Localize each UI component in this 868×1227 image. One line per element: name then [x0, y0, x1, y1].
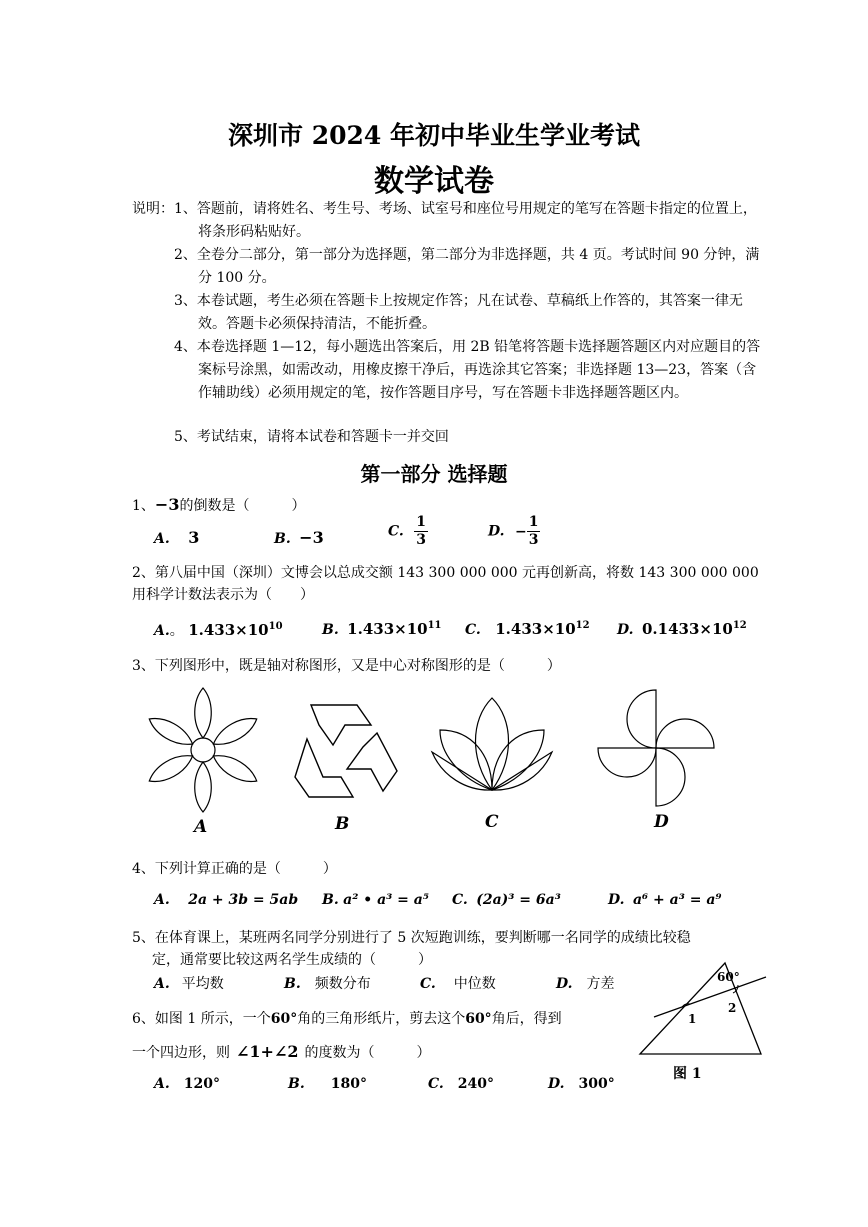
figure-label-b: B [335, 814, 350, 834]
option-value: $0.1433\times 10^{12}$ [641, 620, 747, 638]
q4-option-a: A. 2a + 3b = 5ab [154, 892, 299, 908]
instruction-item-3: 3、本卷试题，考生必须在答题卡上按规定作答；凡在试卷、草稿纸上作答的，其答案一律无效。答题卡必须保持清洁，不能折叠。 [174, 293, 743, 332]
q2-line-1: 2、第八届中国（深圳）文博会以总成交额 143 300 000 000 元再创新高，将数 143 300 000 000 [132, 565, 759, 581]
option-label: D. [488, 523, 505, 540]
figure-label-c: C [485, 812, 499, 832]
q6-option-d: D. 300° [548, 1076, 615, 1092]
figure-angle-label: 60° [717, 970, 740, 984]
q5-option-c: C. 中位数 [420, 976, 496, 992]
figure-1-caption: 图 1 [673, 1066, 702, 1082]
figure-1-triangle [636, 955, 768, 1060]
option-value: 3 [188, 528, 200, 547]
q4-option-b: B. a² • a³ = a⁵ [322, 892, 429, 908]
q1-value: −3 [154, 495, 180, 514]
angle-sum-expr: ∠1+∠2 [236, 1042, 299, 1061]
option-value: −3 [299, 528, 324, 547]
q5-line-1: 5、在体育课上，某班两名同学分别进行了 5 次短跑训练，要判断哪一名同学的成绩比较稳 [132, 930, 691, 946]
instructions-lead: 说明： [132, 201, 174, 217]
q5-option-a: A. 平均数 [154, 976, 224, 992]
q1-option-d [488, 514, 540, 549]
figure-a-flower [145, 688, 261, 812]
q1-stem: 的倒数是（ ） [179, 498, 306, 514]
question-1 [132, 494, 305, 517]
petal [195, 688, 212, 738]
option-label: A. [154, 531, 170, 547]
figure-d-pinwheel [598, 690, 714, 806]
figure-label-a: A [194, 817, 208, 837]
section-title: 第一部分 选择题 [360, 462, 508, 486]
q2-option-c: C. $1.433\times 10^{12}$ [465, 620, 590, 638]
option-sign: − [514, 523, 527, 540]
q1-option-c [388, 514, 428, 549]
instruction-item-4: 4、本卷选择题 1—12，每小题选出答案后，用 2B 铅笔将答题卡选择题答题区内对应题目的答案标号涂黑，如需改动，用橡皮擦干净后，再选涂其它答案；非选择题 13—23，答案（含作辅助线）必须用规定的笔，按作答题目序号，写在答题卡非选择题答题区内。 [174, 339, 761, 401]
q4-option-d: D. a⁶ + a³ = a⁹ [608, 892, 722, 908]
angle-value: 60° [270, 1011, 298, 1027]
figure-label-d: D [654, 812, 669, 832]
option-value: $1.433\times 10^{11}$ [347, 620, 442, 638]
q6-line-2: 一个四边形，则 ∠1+∠2 的度数为（ ） [132, 1042, 431, 1061]
angle-value: 60° [465, 1011, 492, 1027]
q2-option-d: D. $0.1433\times 10^{12}$ [617, 620, 747, 638]
option-value: $1.433\times 10^{10}$ [188, 621, 283, 639]
q6-option-b: B. 180° [288, 1076, 367, 1092]
q2-option-a: A.。 $1.433\times 10^{10}$ [154, 621, 283, 639]
q5-option-d: D. 方差 [556, 976, 615, 992]
q6-option-c: C. 240° [428, 1076, 495, 1092]
q1-option-a [154, 528, 199, 547]
option-value: 2a + 3b = 5ab [188, 892, 299, 908]
q1-option-b [274, 528, 324, 547]
fraction: $\frac{1}{3}$ [528, 514, 539, 548]
figure-mark-1: 1 [688, 1012, 697, 1026]
figure-b-recycle [295, 705, 397, 797]
option-value: $1.433\times 10^{12}$ [495, 620, 590, 638]
q2-option-b: B. $1.433\times 10^{11}$ [322, 620, 442, 638]
instruction-item-1: 1、答题前，请将姓名、考生号、考场、试室号和座位号用规定的笔写在答题卡指定的位置上，将条形码粘贴好。 [174, 201, 757, 240]
q5-option-b: B. 频数分布 [284, 976, 371, 992]
exam-title: 深圳市 2024 年初中毕业生学业考试 [228, 121, 640, 150]
option-label: C. [388, 523, 404, 540]
exam-subtitle: 数学试卷 [374, 164, 494, 199]
question-3: 3、下列图形中，既是轴对称图形，又是中心对称图形的是（ ） [132, 658, 561, 674]
figure-mark-2: 2 [728, 1001, 737, 1015]
figure-c-lotus [432, 698, 552, 790]
q1-number: 1、 [132, 498, 155, 514]
instruction-item-5: 5、考试结束，请将本试卷和答题卡一并交回 [174, 429, 449, 445]
instruction-item-2: 2、全卷分二部分，第一部分为选择题，第二部分为非选择题，共 4 页。考试时间 90 分钟，满分 100 分。 [174, 247, 760, 286]
option-value: a⁶ + a³ = a⁹ [632, 892, 722, 908]
q6-option-a: A. 120° [154, 1076, 220, 1092]
option-label: B. [274, 531, 291, 547]
fraction: $\frac{1}{3}$ [416, 514, 426, 548]
option-value: a² • a³ = a⁵ [343, 892, 429, 908]
q6-line-1: 6、如图 1 所示，一个60°角的三角形纸片，剪去这个60°角后，得到 [132, 1011, 562, 1027]
q5-line-2: 定，通常要比较这两名学生成绩的（ ） [152, 952, 432, 968]
q2-line-2: 用科学计数法表示为（ ） [132, 587, 314, 603]
question-4: 4、下列计算正确的是（ ） [132, 861, 337, 877]
option-value: (2a)³ = 6a³ [476, 892, 561, 908]
q4-option-c: C. (2a)³ = 6a³ [452, 892, 561, 908]
